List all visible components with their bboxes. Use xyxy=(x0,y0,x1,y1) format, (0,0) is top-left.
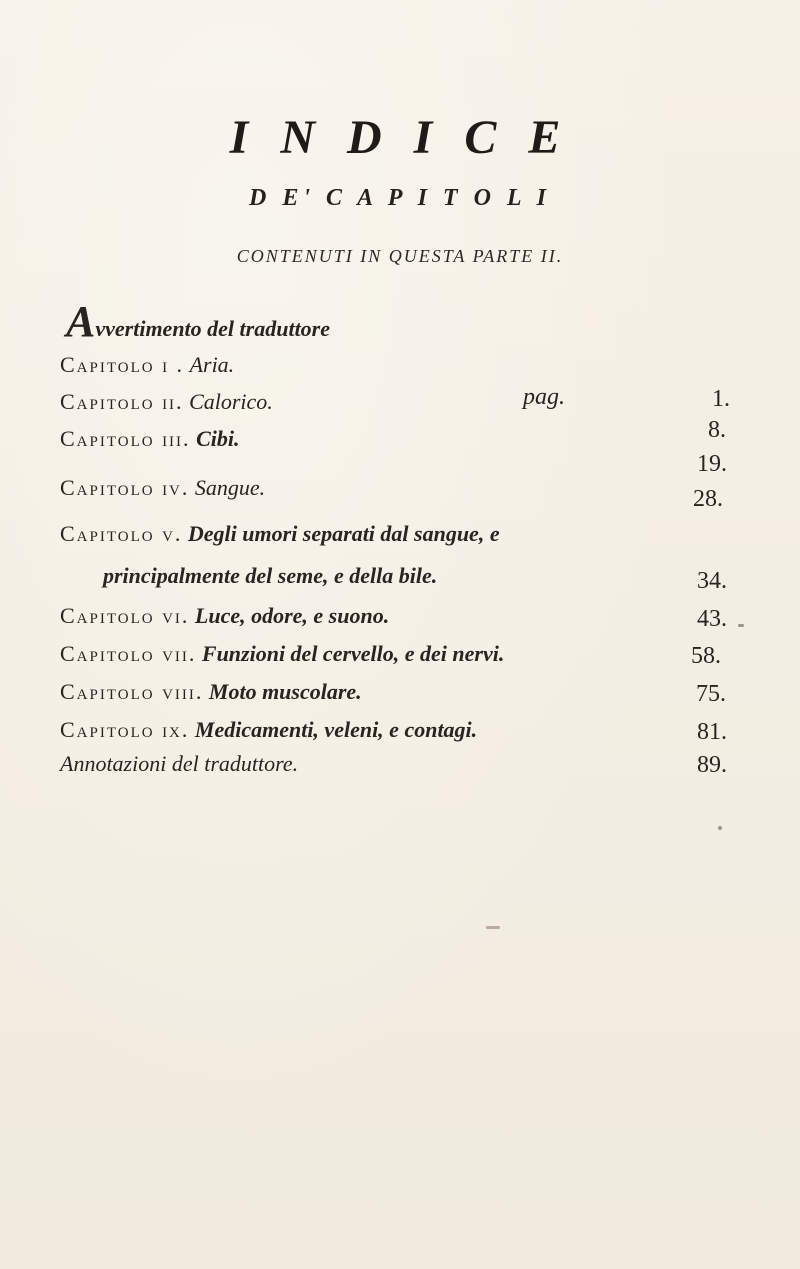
entry-label: Capitolo vi. xyxy=(60,603,190,628)
entry-label: Capitolo ix. xyxy=(60,717,190,742)
page-number: 34. xyxy=(697,568,727,594)
entry-title: Annotazioni del traduttore. xyxy=(60,751,299,776)
toc-entry-capitolo-1 xyxy=(60,352,234,378)
toc-entry-capitolo-6 xyxy=(60,603,389,629)
drop-cap: A xyxy=(66,297,96,346)
page-number: 1. xyxy=(712,386,730,412)
toc-entry-annotazioni xyxy=(60,751,298,777)
entry-title: vvertimento del traduttore xyxy=(95,316,331,341)
toc-entry-capitolo-9 xyxy=(60,717,477,743)
paper-speck xyxy=(738,624,744,627)
pag-label: pag. xyxy=(523,384,565,410)
page-number: 89. xyxy=(697,752,727,778)
entry-title: Sangue. xyxy=(194,475,266,500)
entry-title: Calorico. xyxy=(189,389,273,414)
entry-label: Capitolo ii. xyxy=(60,389,184,414)
page-number: 81. xyxy=(697,719,727,745)
toc-entry-capitolo-5 xyxy=(60,521,500,547)
entry-label: Capitolo v. xyxy=(60,521,183,546)
page-number: 75. xyxy=(696,681,726,707)
entry-label: Capitolo iv. xyxy=(60,475,190,500)
paper-speck xyxy=(718,826,722,830)
toc-entry-capitolo-2 xyxy=(60,389,273,415)
page-number: 58. xyxy=(691,643,721,669)
page-number: 28. xyxy=(693,486,723,512)
entry-title: Degli umori separati dal sangue, e xyxy=(187,521,500,546)
page-title: I N D I C E xyxy=(229,111,571,164)
page-number: 8. xyxy=(708,417,726,443)
entry-title: Medicamenti, veleni, e contagi. xyxy=(194,717,478,742)
toc-entry-capitolo-7 xyxy=(60,641,504,667)
entry-title: Luce, odore, e suono. xyxy=(194,603,390,628)
entry-title: Aria. xyxy=(189,352,235,377)
toc-entry-capitolo-3 xyxy=(60,426,239,452)
toc-entry-capitolo-4 xyxy=(60,475,265,501)
toc-entry-capitolo-5-continued xyxy=(103,563,437,589)
entry-label: Capitolo i . xyxy=(60,352,185,377)
entry-title-continued: principalmente del seme, e della bile. xyxy=(103,563,438,588)
paper-speck xyxy=(486,926,500,929)
entry-title: Cibi. xyxy=(196,426,240,451)
page-number: 43. xyxy=(697,606,727,632)
entry-label: Capitolo vii. xyxy=(60,641,197,666)
page-subtitle: D E' C A P I T O L I xyxy=(248,185,552,211)
page-number: 19. xyxy=(697,451,727,477)
entry-label: Capitolo iii. xyxy=(60,426,191,451)
entry-title: Moto muscolare. xyxy=(208,679,362,704)
toc-entry-capitolo-8 xyxy=(60,679,362,705)
toc-entry-avvertimento xyxy=(66,297,331,346)
entry-label: Capitolo viii. xyxy=(60,679,204,704)
entry-title: Funzioni del cervello, e dei nervi. xyxy=(201,641,505,666)
page-subtitle-2: CONTENUTI IN QUESTA PARTE II. xyxy=(236,246,564,266)
